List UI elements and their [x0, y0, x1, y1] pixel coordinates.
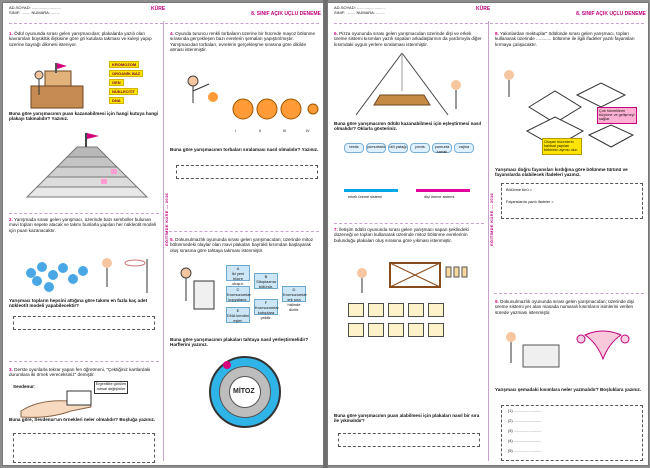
stick-oviduct: yumurta kanalı [432, 143, 452, 153]
student-fields-right [334, 5, 386, 25]
male-system-bar [344, 189, 398, 192]
question-5: 5. Dokunulmazlık oyununda sırası gelen yarışmacıdan; üzerinde mitoz bölünmedeki olaylar olan mavi plakaları bayrakli kısımdan başlayarak oluş sırasına göre tahtaya takması istenmiştir. [170, 237, 314, 253]
numbered-line-3: (3) .......................... [508, 429, 542, 433]
plate-a: A İki yeni hücre oluşur. [226, 265, 250, 281]
phase-chip-6 [348, 323, 364, 337]
card-holder-name: Sevdenur: [13, 384, 36, 389]
mitosis-board [209, 356, 281, 428]
bag-label-iv: IV [306, 129, 310, 133]
board-label: MİTOZ [233, 388, 255, 395]
phase-chip-8 [388, 323, 404, 337]
numbered-line-1: (1) .......................... [508, 409, 542, 413]
answer-box-4[interactable] [176, 165, 318, 179]
bag-label-iii: III [283, 129, 287, 133]
side-label-right: EĞİTİMDE KÜRE — 2016 [489, 193, 494, 246]
question-4-prompt: Buna göre yarışmacının torbaları sıralaması nasıl olmalıdır? Yazınız. [170, 147, 319, 152]
phase-chip-3 [388, 303, 404, 317]
question-2: 2. Yarışmada sırası gelen yarışmacı, üzerinde bazı semboller bulunan mavi topları sepete atacak ve takmı bunlarla yapılan her nükleotit modeli için puan kazanacaktır. [9, 217, 157, 233]
answer-box-7[interactable] [338, 433, 480, 447]
fill-label-division-type: Bölünme türü = [506, 188, 532, 192]
header-rule [9, 23, 319, 24]
logo: KÜRE [151, 6, 166, 12]
question-7-prompt: Buna göre yarışmacının puan alabilmesi için plakaları nasıl bir sıra ile yıkmalıdır? [334, 413, 480, 424]
hand-card-icon [19, 389, 99, 419]
plate-f: F Kromozomlar kutuplara çekilir. [255, 300, 279, 320]
tile-text-1: Çok hücrelilerin büyüme ve gelişmeyi sağlar. [597, 107, 637, 124]
bag-label-ii: II [259, 129, 262, 133]
question-6: 6. Pizza oyununda sırası gelen yarışmacıdan üzerinde dişi ve erkek üreme sistemi kısımları yazılı sopaları arkadaşlarının da yardımıyla diğer kısımdaki uygun yerlere sıralaması istenmiştir. [334, 31, 482, 47]
answer-box-2[interactable] [13, 316, 155, 330]
plate-b: B Sitoplazma bölünür. [254, 273, 278, 289]
female-system-bar [416, 189, 470, 192]
phase-chip-1 [348, 303, 364, 317]
plate-c: C Kromozomlar kopyalanır. [227, 287, 251, 302]
left-page [2, 2, 324, 466]
plate-d: D Kromozomlar tek sıra hâlinde dizilir. [283, 287, 307, 312]
question-8: 8. Yakınlardan mektuplar" ödülünde sırası gelen yarışmacı, topları kullanarak üzerinde ............ bölünme ile ilgili ifadeler yazılı fayansları kırmaya çalışacaktır. [495, 31, 635, 47]
phase-chip-10 [428, 323, 444, 337]
swing-game-icon [344, 51, 476, 119]
bag-label-i: I [235, 129, 237, 133]
pyramid-steps-icon [17, 131, 157, 201]
question-9: 9. Dokunulmazlık oyununda sırası gelen yarışmacıdan; üzerinde dişi üreme sistemi yer alan masada numaralı kısımların isimlerini verilen sürede yazması istenmiştir. [495, 299, 634, 315]
question-4: 4. Oyunda turuncu renkli torbaların üzerine bir hücrede mayoz bölünme sırasında gerçekleşen bazı evrelerin şemaları yapıştırılmıştır. Yarışmacıdan torbaları, evrelerin gerçekleşme sırasına göre dikilde atması istenmiştir. [170, 31, 316, 53]
stick-uterus: döl yatağı [388, 143, 408, 153]
phase-chip-2 [368, 303, 384, 317]
class-field-right[interactable]: SINIF: ........ NUMARA: ........ [334, 10, 385, 15]
name-field-right[interactable]: AD-SOYAD: .......................... [334, 5, 386, 10]
separator-left-1 [9, 361, 159, 362]
phase-chip-5 [428, 303, 444, 317]
question-5-prompt: Buna göre yarışmacının plakaları tahtaya nasıl yerleştirmelidir? Harflerini yazınız. [170, 337, 309, 348]
tile-text-2: Oluşan hücrelerin kalıtsal yapıları birbirinin aynısı olur. [542, 138, 582, 155]
plate-chromosome: KROMOZOM [109, 61, 139, 68]
slingshot-game-icon [344, 257, 476, 297]
player-board-icon [172, 261, 218, 319]
female-system-label: dişi üreme sistemi [424, 195, 455, 199]
stick-ovary: yumurtalık [366, 143, 386, 153]
numbered-line-2: (2) .......................... [508, 419, 542, 423]
separator-left-2 [169, 231, 319, 232]
male-system-label: erkek üreme sistemi [348, 195, 382, 199]
ball-basket-game-icon [17, 249, 157, 294]
plate-gene: GEN [109, 79, 124, 86]
stick-testis: testis [344, 143, 364, 153]
logo-right: KÜRE [476, 6, 491, 12]
separator-right-2 [494, 293, 644, 294]
separator-right-1 [334, 223, 484, 224]
stick-penis: penis [410, 143, 430, 153]
numbered-line-5: (5) .......................... [508, 449, 542, 453]
page-title: 8. SINIF AÇIK UÇLU DENEME [251, 11, 321, 17]
question-8-prompt: Yarışmacı doğru fayansları kırdığına göre bölünme türünü ve fayanslarda olabilecek ifadeleri yazınız. [495, 167, 628, 178]
class-field[interactable]: SINIF: ........ NUMARA: ........ [9, 10, 60, 15]
question-3-prompt: Buna göre, Sevdenur'un örnekleri neler olmalıdır? Boşluğa yazınız. [9, 417, 156, 422]
card-text: Ergenlikte görülen ruhsal değişimler [94, 381, 128, 394]
fill-label-tile-statements: Fayanslarda yazılı ifadeler = [506, 200, 554, 204]
name-field[interactable]: AD-SOYAD: .......................... [9, 5, 61, 10]
phase-chip-4 [408, 303, 424, 317]
question-6-prompt: Buna göre yarışmacının ödülü kazanabilmesi için eşleştirmesi nasıl olmalıdır? Oklarla gösteriniz. [334, 121, 482, 132]
question-3: 3. Derste oyunlarla tekrar yapan fen öğretmeni, "Çektiğiniz kartlardaki durumlara iki örnek vereceksiniz" demiştir. [9, 367, 151, 378]
student-fields [9, 5, 61, 25]
side-label: EĞİTİMDE KÜRE — 2016 [164, 193, 169, 246]
reproductive-system-table-icon [499, 325, 639, 381]
header-rule-right [334, 23, 644, 24]
page-title-right: 8. SINIF AÇIK UÇLU DENEME [576, 11, 646, 17]
question-1-prompt: Buna göre yarışmacının puan kazanabilmesi için hangi kutuya hangi plakayı takmalıdır? Yazınız. [9, 111, 159, 122]
numbered-line-4: (4) .......................... [508, 439, 542, 443]
plate-dna: DNA [109, 97, 124, 104]
question-9-prompt: Yarışmacı şemadaki kısımlara neler yazmalıdır? Boşluklara yazınız. [495, 387, 642, 392]
plate-nucleotide: NÜKLEOTİT [109, 88, 138, 95]
phase-chip-9 [408, 323, 424, 337]
question-1: 1. Ödül oyununda sırası gelen yarışmacıdan; plakalarda yazılı olan kavramları büyüklük ilişkisine göre gri kutulara takması ve kuleyi yapıp üzerine bayrağı dikmesi isteniyor. [9, 31, 152, 47]
phase-chip-7 [368, 323, 384, 337]
plate-e: E DNA kendini eşler. [227, 308, 250, 323]
question-7: 7. İletişim ödülü oyununda sırası gelen yarışmacı sapan şeklindeki düzeneği ve topları kullanarak üzerinde mitoz bölünme evrelerinin bulunduğu plakaları oluş sırasına göre yıkması istenmiştir. [334, 227, 469, 243]
board-flag [223, 361, 231, 369]
plate-organic-base: ORGANİK BAZ [109, 70, 143, 77]
answer-box-3[interactable] [13, 433, 155, 463]
stick-vagina: vajina [454, 143, 474, 153]
right-page [327, 2, 649, 466]
tower-game-icon [21, 61, 96, 116]
separator-left-3 [9, 213, 159, 214]
bags-toss-icon [179, 69, 319, 127]
question-2-prompt: Yarışmacı topların hepsini attığına göre takımı en fazla kaç adet nükleotit modeli yapabilecektir? [9, 298, 148, 309]
